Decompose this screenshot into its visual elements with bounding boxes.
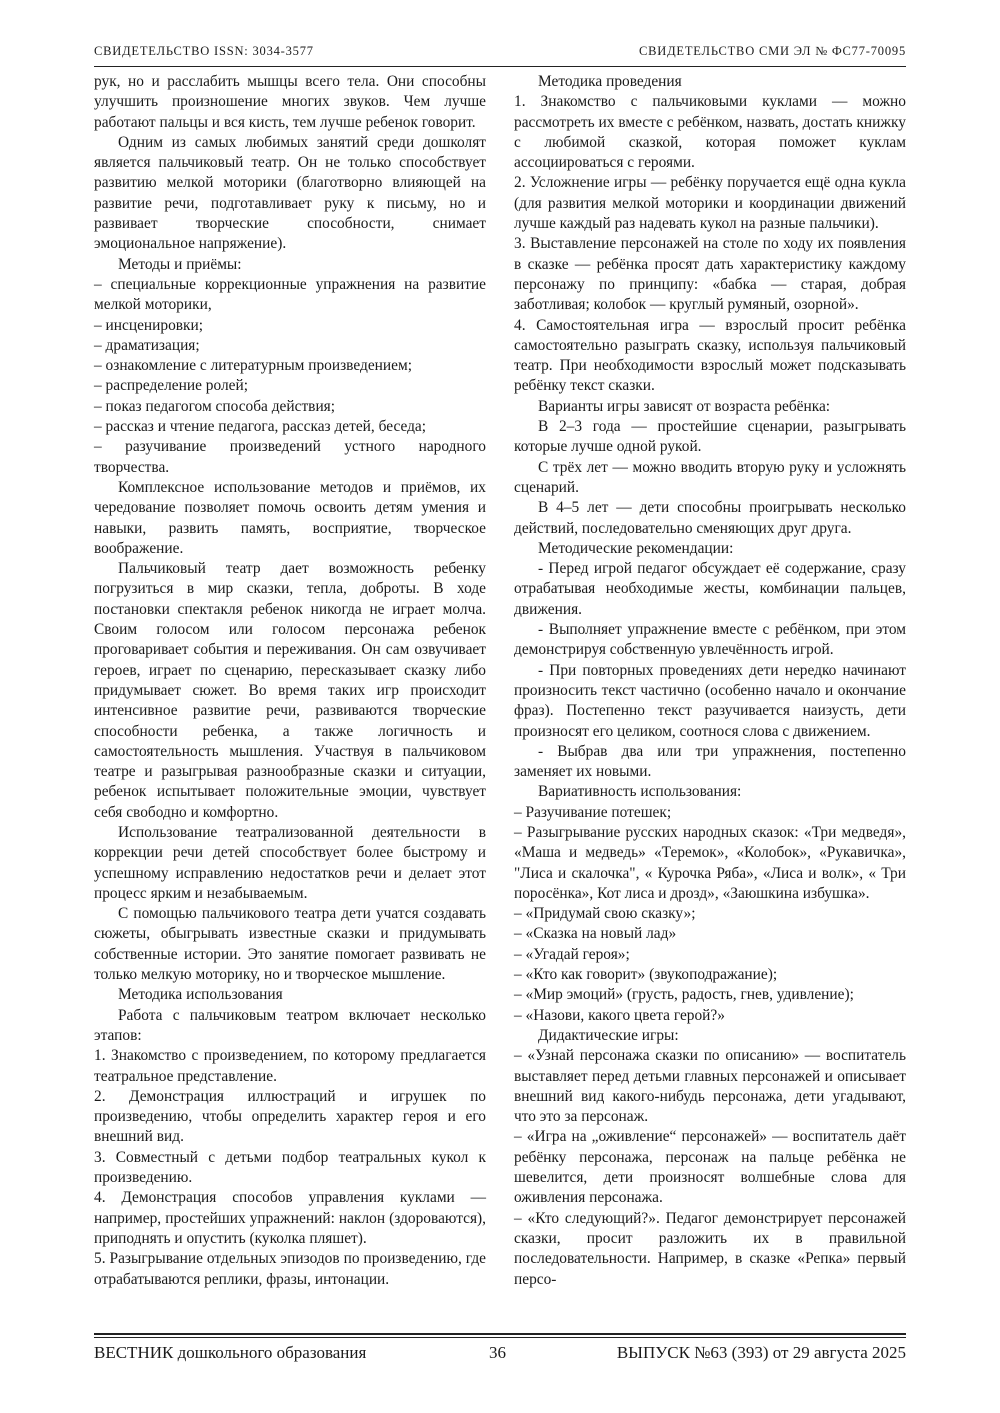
paragraph: – инсценировки; [94,316,204,334]
paragraph: – «Угадай героя»; [514,945,630,963]
paragraph: - Выполняет упражнение вместе с ребёнком, при этом демонстрируя собственную увлечённость игрой. [514,621,906,659]
right-column [514,72,906,1290]
paragraph: В 2–3 года — простейшие сценарии, разыгрывать которые лучше одной рукой. [514,418,906,456]
header-smi: СВИДЕТЕЛЬСТВО СМИ ЭЛ № ФС77-70095 [638,44,906,58]
paragraph: – разучивание произведений устного народного творчества. [94,438,486,476]
paragraph: – «Кто следующий?». Педагог демонстрирует персонажей сказки, просит разложить их в правильной последовательности. Например, в сказке «Репка» первый персо- [514,1209,906,1288]
page-footer [94,1343,906,1369]
paragraph: – специальные коррекционные упражнения на развитие мелкой моторики, [94,275,486,314]
paragraph: – ознакомление с литературным произведением; [94,357,412,375]
paragraph: Одним из самых любимых занятий среди дошколят является пальчиковый театр. Он не только способствует развитию мелкой моторики (благотворно влияющей на развитие речи, подготавливает руку к письму, но и развивает творческие способности, снимает эмоциональное напряжение). [94,133,486,253]
paragraph: - Выбрав два или три упражнения, постепенно заменяет их новыми. [514,742,906,781]
paragraph: Варианты игры зависят от возраста ребёнка: [538,397,831,415]
paragraph: – «Придумай свою сказку»; [514,905,696,923]
paragraph: Методические рекомендации: [538,539,734,557]
paragraph: 4. Демонстрация способов управления куклами — например, простейших упражнений: наклон (здороваются), приподнять и опустить (куколка пляшет). [94,1189,486,1247]
footer-rule-thin [94,1337,906,1338]
paragraph: В 4–5 лет — дети способны проигрывать несколько действий, последовательно сменяющих друг друга. [514,499,906,537]
page-number: 36 [489,1343,506,1362]
paragraph: Методы и приёмы: [118,255,242,273]
page-header [94,44,906,64]
paragraph: Дидактические игры: [538,1026,679,1044]
paragraph: – «Узнай персонажа сказки по описанию» — воспитатель выставляет перед детьми главных персонажей и описывает внешний вид какого-нибудь персонажа, дети угадывают, что это за персонаж. [514,1047,906,1126]
paragraph: – «Назови, какого цвета герой?» [514,1006,725,1024]
paragraph: – «Кто как говорит» (звукоподражание); [514,966,778,984]
paragraph: Пальчиковый театр дает возможность ребенку погрузиться в мир сказки, тепла, доброты. В ходе постановки спектакля ребенок никогда не играет молча. Своим голосом или голосом персонажа ребенок проговаривает события и переживания. Он сам озвучивает героев, играет по сценарию, пересказывает сказку либо придумывает сюжет. Во время таких игр происходит интенсивное развитие речи, развиваются творческие способности ребенка, а также логичность и самостоятельность мышления. Участвуя в пальчиковом театре и разыгрывая разнообразные сказки и ситуации, ребенок испытывает положительные эмоции, чувствует себя свободно и комфортно. [94,560,486,821]
footer-rule-thick [94,1333,906,1335]
paragraph: 2. Демонстрация иллюстраций и игрушек по произведению, чтобы определить характер героя и его внешний вид. [94,1087,486,1146]
footer-journal: ВЕСТНИК дошкольного образования [94,1343,367,1362]
paragraph: рук, но и расслабить мышцы всего тела. Они способны улучшить произношение многих звуков. Чем лучше работают пальцы и вся кисть, тем лучше ребенок говорит. [94,73,486,131]
paragraph: – рассказ и чтение педагога, рассказ детей, беседа; [94,418,427,436]
paragraph: - При повторных проведениях дети нередко начинают произносить текст частично (особенно начало и окончание фраз). Постепенно текст разучивается наизусть, дети произносят его целиком, соотнося слова с движением. [514,661,906,740]
footer-issue: ВЫПУСК №63 (393) от 29 августа 2025 [616,1343,906,1362]
paragraph: 5. Разыгрывание отдельных эпизодов по произведению, где отрабатываются реплики, фразы, интонации. [94,1250,486,1288]
paragraph: – Разучивание потешек; [514,803,672,821]
paragraph: – показ педагогом способа действия; [94,397,336,415]
paragraph: Комплексное использование методов и приёмов, их чередование позволяет помочь освоить детям умения и навыки, развить память, восприятие, творческое воображение. [94,478,486,557]
paragraph: 2. Усложнение игры — ребёнку поручается ещё одна кукла (для развития мелкой моторики и координации движений лучше каждый раз надевать кукол на разные пальчики). [514,174,906,233]
paragraph: С трёх лет — можно вводить вторую руку и усложнять сценарий. [514,458,906,496]
header-rule [94,66,906,67]
paragraph: 3. Совместный с детьми подбор театральных кукол к произведению. [94,1148,486,1187]
paragraph: 4. Самостоятельная игра — взрослый просит ребёнка самостоятельно разыграть сказку, используя пальчиковый театр. При необходимости взрослый может подсказывать ребёнку текст сказки. [514,316,906,395]
paragraph: 1. Знакомство с пальчиковыми куклами — можно рассмотреть их вместе с ребёнком, назвать, достать книжку с любимой сказкой, которая поможет куклам ассоциироваться с героями. [514,93,906,172]
paragraph: Вариативность использования: [538,783,742,801]
header-issn: СВИДЕТЕЛЬСТВО ISSN: 3034-3577 [94,44,314,58]
paragraph: Работа с пальчиковым театром включает несколько этапов: [94,1006,486,1044]
left-column [94,72,486,1290]
paragraph: 3. Выставление персонажей на столе по ходу их появления в сказке — ребёнка просят дать характеристику каждому персонажу по принципу: «бабка — старая, добрая заботливая; колобок — круглый румяный, озорной». [514,235,906,314]
paragraph: Методика использования [118,986,283,1004]
paragraph: – драматизация; [94,336,200,354]
paragraph: С помощью пальчикового театра дети учатся создавать сюжеты, обыгрывать известные сказки и придумывать собственные истории. Это занятие помогает развивать не только мелкую моторику, но и творческое мышление. [94,905,486,984]
paragraph: 1. Знакомство с произведением, по которому предлагается театральное представление. [94,1047,486,1085]
paragraph: – распределение ролей; [94,377,248,395]
paragraph: Использование театрализованной деятельности в коррекции речи детей способствует более быстрому и успешному исправлению недостатков речи и делает этот процесс ярким и незабываемым. [94,823,486,902]
paragraph: – «Мир эмоций» (грусть, радость, гнев, удивление); [514,986,854,1004]
paragraph: - Перед игрой педагог обсуждает её содержание, сразу отрабатывая необходимые жесты, комбинации пальцев, движения. [514,560,906,618]
paragraph: – «Игра на „оживление“ персонажей» — воспитатель даёт ребёнку персонажа, персонаж на пальце ребёнка не шевелится, дети произносят волшебные слова для оживления персонажа. [514,1128,906,1207]
paragraph: – Разыгрывание русских народных сказок: «Три медведя», «Маша и медведь» «Теремок», «Колобок», «Рукавичка», "Лиса и скалочка", « Курочка Ряба», «Лиса и волк», « Три поросёнка», Кот лиса и дрозд», «Заюшкина избушка». [514,823,906,902]
paragraph: Методика проведения [538,73,682,90]
paragraph: – «Сказка на новый лад» [514,925,677,943]
